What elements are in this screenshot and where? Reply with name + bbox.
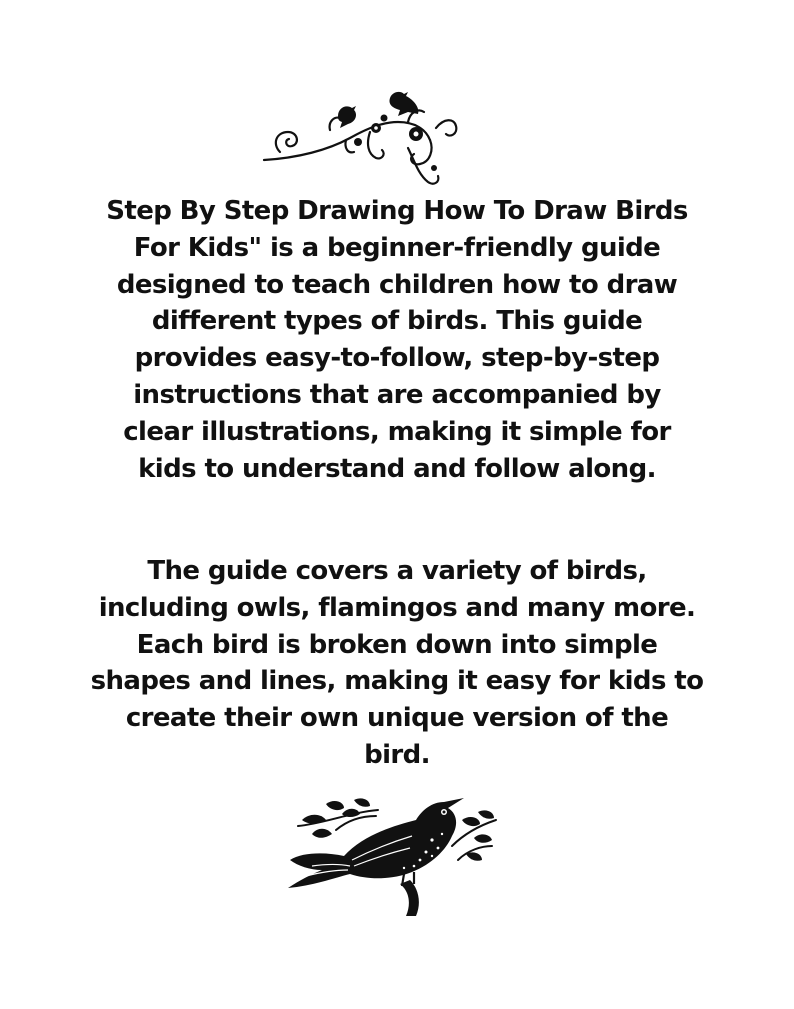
details-line: shapes and lines, making it easy for kids to (90, 666, 704, 697)
intro-line: different types of birds. This guide (151, 306, 643, 337)
details-line: Each bird is broken down into simple (136, 629, 658, 660)
intro-line: designed to teach children how to draw (116, 269, 678, 300)
intro-line: Step By Step Drawing How To Draw Birds (106, 196, 688, 226)
details-line: bird. (364, 739, 430, 770)
bird-branch-ornament-top (258, 88, 468, 194)
details-line: including owls, flamingos and many more. (98, 592, 696, 623)
intro-line: clear illustrations, making it simple for (123, 416, 671, 447)
details-line: create their own unique version of the (125, 703, 669, 734)
intro-line: provides easy-to-follow, step-by-step (134, 343, 660, 374)
details-paragraph (60, 553, 734, 774)
intro-line: kids to understand and follow along. (138, 453, 656, 484)
perched-bird-illustration (282, 790, 507, 920)
details-line: The guide covers a variety of birds, (147, 556, 647, 586)
intro-paragraph (60, 193, 734, 487)
intro-line: For Kids" is a beginner-friendly guide (133, 232, 661, 263)
intro-line: instructions that are accompanied by (133, 379, 661, 410)
